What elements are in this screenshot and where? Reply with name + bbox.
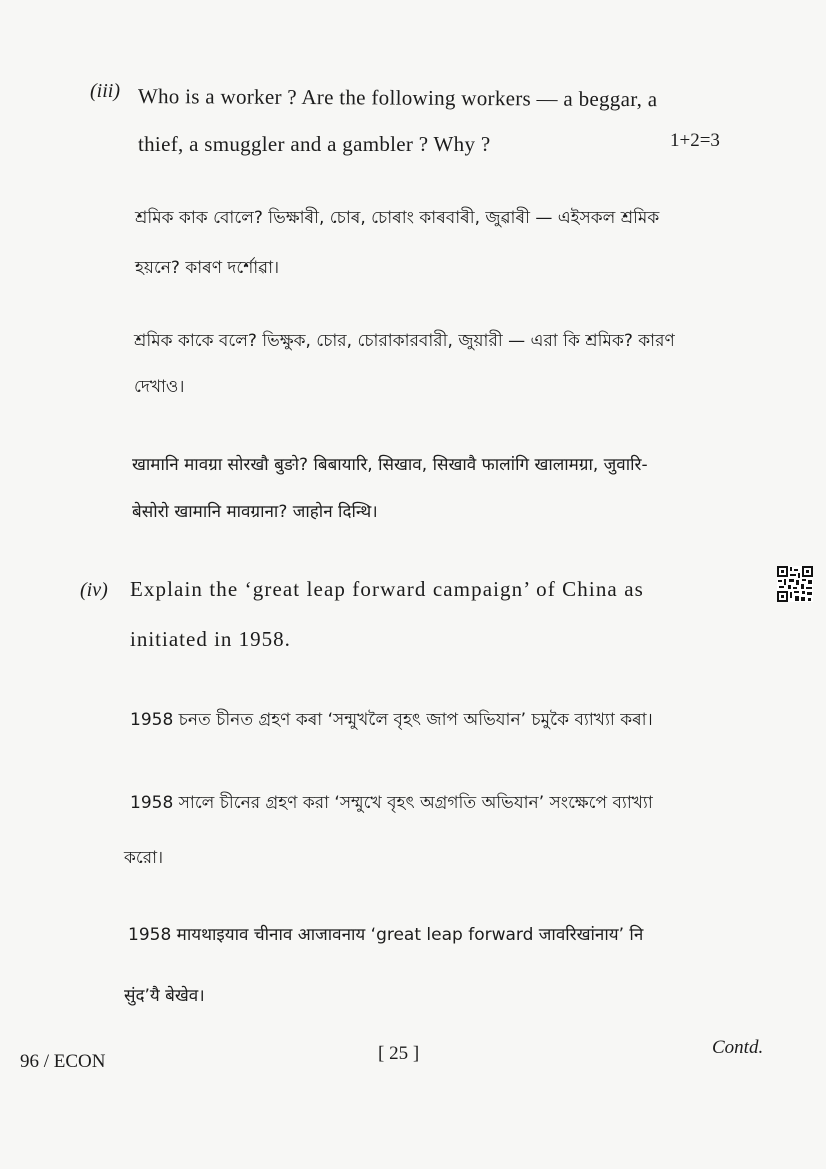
q4-bodo-line2: सुंद’यै बेखेव। [124, 986, 205, 1006]
q3-bodo-line2: बेसोरो खामानि मावग्राना? जाहोन दिन्थि। [132, 502, 378, 522]
q3-marks: 1+2=3 [670, 130, 720, 151]
q3-english-line1: Who is a worker ? Are the following workers — a beggar, a [137, 84, 658, 112]
question-number-iii: (iii) [90, 80, 120, 102]
q4-bengali-line2: করো। [124, 848, 164, 868]
q4-english-line1: Explain the ‘great leap forward campaign’ of China as [130, 577, 644, 601]
q3-bengali-line1: শ্রমিক কাকে বলে? ভিক্ষুক, চোর, চোরাকারবারী, জুয়ারী — এরা কি শ্রমিক? কারণ [134, 331, 675, 351]
q3-assamese-line2: হয়নে? কাৰণ দৰ্শোৱা। [135, 258, 280, 278]
q3-bodo-line1: खामानि मावग्रा सोरखौ बुङो? बिबायारि, सिखाव, सिखावै फालांगि खालामग्रा, जुवारि- [132, 455, 648, 475]
footer-paper-code: 96 / ECON [20, 1051, 106, 1072]
q3-english-line2: thief, a smuggler and a gambler ? Why ? [138, 132, 491, 156]
footer-continued: Contd. [712, 1037, 764, 1058]
q4-assamese-line1: 1958 চনত চীনত গ্ৰহণ কৰা ‘সন্মুখলৈ বৃহৎ জাপ অভিযান’ চমুকৈ ব্যাখ্যা কৰা। [130, 710, 653, 730]
q4-english-line2: initiated in 1958. [130, 627, 291, 651]
qr-code-icon [777, 566, 813, 602]
q3-assamese-line1: শ্ৰমিক কাক বোলে? ভিক্ষাৰী, চোৰ, চোৰাং কাৰবাৰী, জুৱাৰী — এইসকল শ্ৰমিক [135, 208, 660, 228]
q4-bodo-line1: 1958 मायथाइयाव चीनाव आजावनाय ‘great leap forward जावरिखांनाय’ नि [128, 925, 644, 945]
question-number-iv: (iv) [80, 579, 108, 601]
q3-bengali-line2: দেখাও। [134, 377, 185, 397]
footer-page-number: [ 25 ] [378, 1043, 420, 1064]
q4-bengali-line1: 1958 সালে চীনের গ্রহণ করা ‘সম্মুখে বৃহৎ অগ্রগতি অভিযান’ সংক্ষেপে ব্যাখ্যা [130, 793, 653, 813]
